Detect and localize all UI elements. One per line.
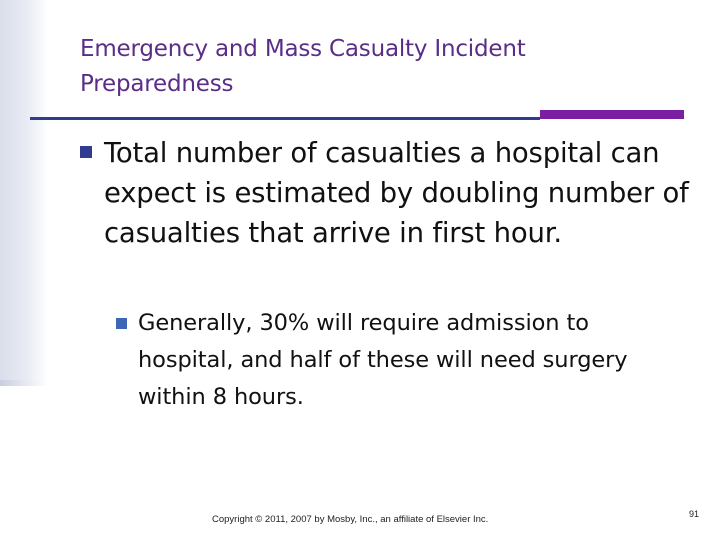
left-gradient-edge bbox=[0, 380, 48, 386]
main-bullet-text: Total number of casualties a hospital can expect is estimated by doubling number of casualties that arrive in first hour. bbox=[104, 137, 689, 249]
square-sub-bullet-icon bbox=[116, 318, 127, 329]
sub-bullet bbox=[116, 305, 676, 416]
title-divider-line bbox=[30, 117, 540, 120]
sub-bullet-text: Generally, 30% will require admission to hospital, and half of these will need surgery within 8 hours. bbox=[138, 310, 628, 410]
copyright-footer: Copyright © 2011, 2007 by Mosby, Inc., an affiliate of Elsevier Inc. bbox=[212, 514, 489, 525]
left-gradient-panel bbox=[0, 0, 48, 386]
page-number: 91 bbox=[689, 509, 700, 519]
main-bullet bbox=[76, 133, 696, 253]
title-accent-bar bbox=[540, 110, 684, 119]
square-bullet-icon bbox=[80, 146, 92, 158]
slide-title: Emergency and Mass Casualty Incident Preparedness bbox=[80, 36, 526, 97]
